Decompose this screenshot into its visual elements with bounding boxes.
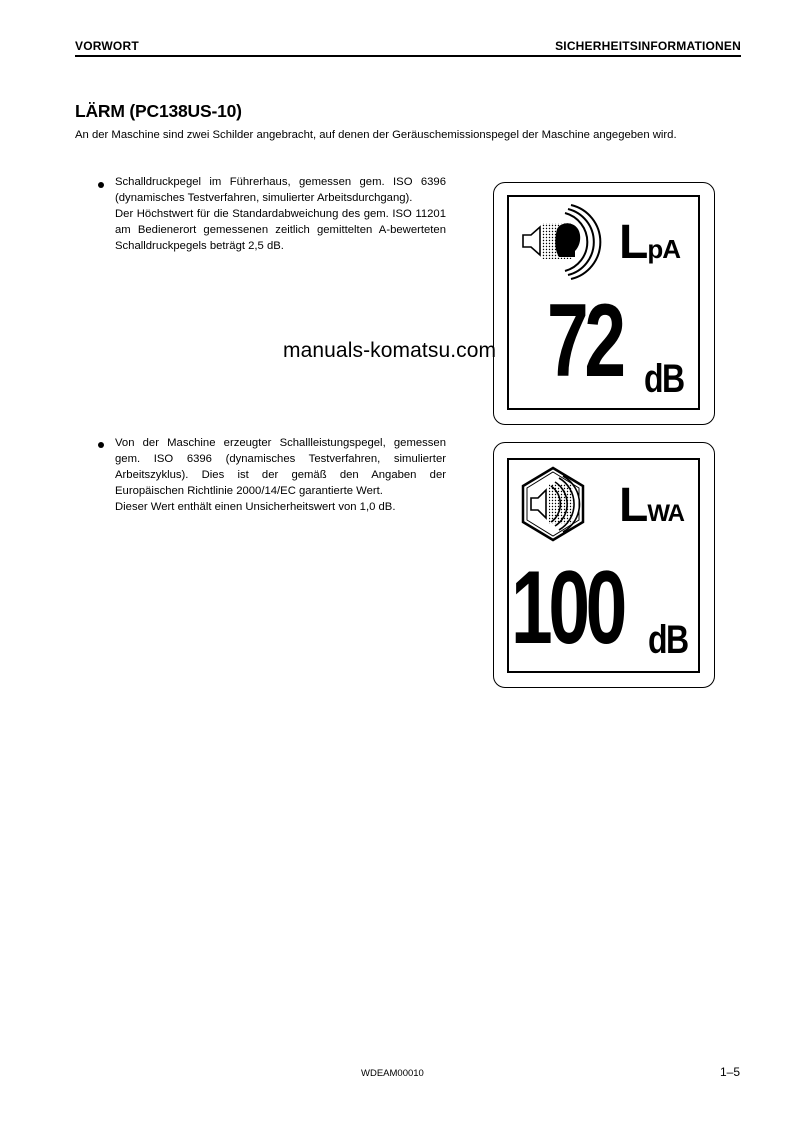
sign-quantity-label	[619, 479, 684, 532]
sign-quantity-letter: L	[619, 479, 648, 532]
noise-label-sign-lwa	[493, 442, 715, 688]
page-number: 1–5	[719, 1065, 740, 1079]
sign-quantity-letter: L	[619, 216, 648, 269]
sign-quantity-subscript: WA	[647, 500, 684, 527]
bullet-dot	[98, 442, 104, 448]
header-divider	[75, 55, 741, 57]
bullet-item-sound-pressure	[115, 174, 446, 254]
bullet-paragraph: Von der Maschine erzeugter Schallleistungspegel, gemessen gem. ISO 6396 (dynamisches Testverfahren, simulierter Arbeitszyklus). Dies ist der gemäß den Angaben der Europäischen Richtlinie 2000/14/EC garantierte Wert.	[115, 437, 446, 497]
section-title: LÄRM (PC138US-10)	[75, 101, 242, 121]
sign-unit: dB	[644, 357, 684, 401]
sign-inner-frame	[507, 195, 700, 410]
watermark-text: manuals-komatsu.com	[283, 339, 497, 362]
sign-quantity-label	[619, 216, 680, 269]
header-chapter-label: SICHERHEITSINFORMATIONEN	[555, 39, 741, 53]
bullet-paragraph: Dieser Wert enthält einen Unsicherheitswert von 1,0 dB.	[115, 501, 396, 513]
section-intro: An der Maschine sind zwei Schilder angebracht, auf denen der Geräuschemissionspegel der Maschine angegeben wird.	[75, 129, 677, 141]
noise-label-sign-lpa	[493, 182, 715, 425]
bullet-dot	[98, 182, 104, 188]
sign-quantity-subscript: pA	[647, 234, 680, 264]
bullet-paragraph: Schalldruckpegel im Führerhaus, gemessen gem. ISO 6396 (dynamisches Testverfahren, simulierter Arbeitsdurchgang).	[115, 176, 446, 204]
sign-value: 100	[511, 550, 623, 666]
bullet-item-sound-power	[115, 435, 446, 515]
sign-inner-frame	[507, 458, 700, 673]
footer-document-code: WDEAM00010	[361, 1068, 424, 1079]
sign-unit: dB	[648, 618, 688, 662]
header-section-label: VORWORT	[75, 39, 139, 53]
sign-value: 72	[547, 283, 622, 399]
bullet-paragraph: Der Höchstwert für die Standardabweichung des gem. ISO 11201 am Bedienerort gemessenen zeitlich gemittelten A-bewerteten Schalldruckpegels beträgt 2,5 dB.	[115, 208, 446, 252]
